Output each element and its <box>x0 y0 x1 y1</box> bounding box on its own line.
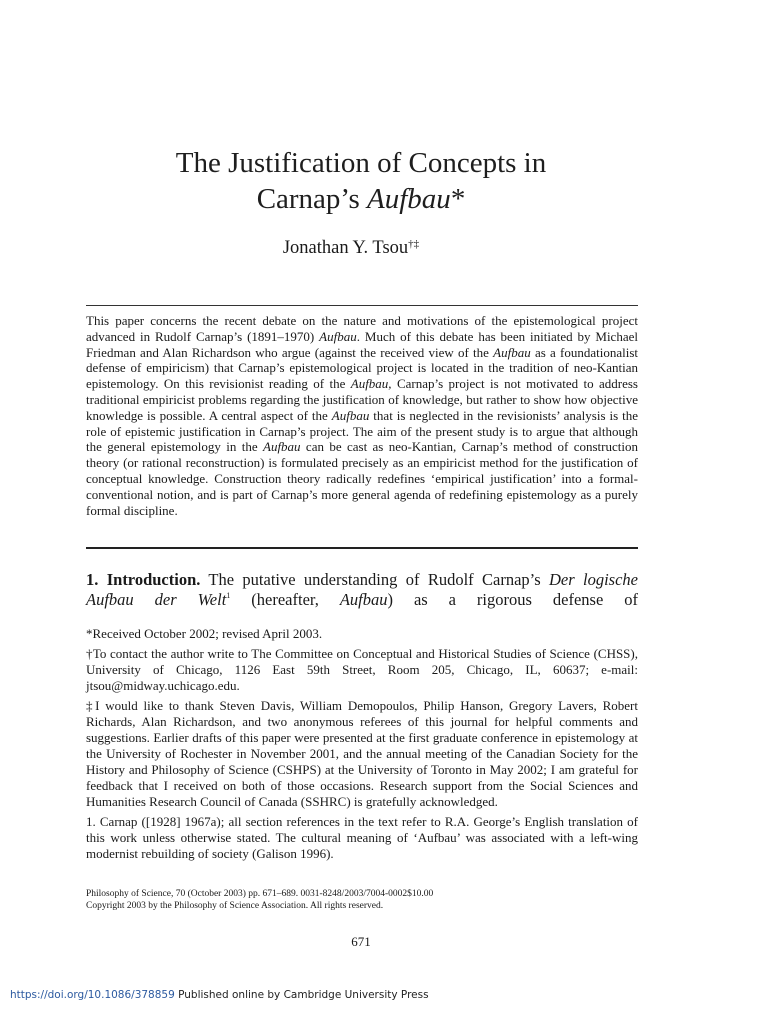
footnote-contact: †To contact the author write to The Committee on Conceptual and Historical Studies of Science (CHSS), University of Chicago, 1126 East 59th Street, Room 205, Chicago, IL, 60637; e-mail: jtsou@midway.uchicago.edu. <box>86 646 638 693</box>
copyright-notice: Copyright 2003 by the Philosophy of Science Association. All rights reserved. <box>86 901 384 911</box>
abstract-italic: Aufbau <box>493 344 531 360</box>
abstract-italic: Aufbau, <box>350 376 392 392</box>
title-line-2 <box>0 181 722 217</box>
page-number: 671 <box>351 934 371 949</box>
introduction-section <box>86 570 638 610</box>
abstract-text: Carnap’s project is not motivated to address traditional empiricist problems regarding the justification of knowledge, but rather to show how objective knowledge is possible. A central aspect of the <box>86 376 638 423</box>
publisher-note: Published online by Cambridge University Press <box>174 989 429 1001</box>
intro-text: The putative understanding of Rudolf Carnap’s <box>200 570 549 589</box>
footnote-ref-1[interactable]: 1 <box>226 591 231 600</box>
article-title <box>0 145 722 217</box>
introduction-paragraph <box>86 570 638 610</box>
author-byline <box>0 236 702 260</box>
abstract-italic: Aufbau <box>263 439 301 455</box>
title-aufbau: Aufbau <box>367 183 451 215</box>
abstract-text: . Much of this debate has been initiated by Michael Friedman and Alan Richardson who argue (against the received view of the <box>86 328 638 360</box>
doi-link[interactable]: https://doi.org/10.1086/378859 <box>10 989 175 1001</box>
intro-italic: Der logische Aufbau der Welt <box>86 570 638 609</box>
abstract-paragraph <box>86 313 638 518</box>
section-heading: 1. Introduction. <box>86 570 201 589</box>
abstract <box>86 313 638 518</box>
abstract-text: can be cast as neo-Kantian, Carnap’s method of construction theory (or rational reconstruction) is formulated precisely as an empiricist method for the justification of conceptual knowledge. Construction theory radically redefines ‘empirical justification’ into a formal-conventional notion, and is part of Carnap’s more general agenda of redefining epistemology as a purely formal discipline. <box>86 439 638 518</box>
footnote-acknowledgments: ‡I would like to thank Steven Davis, William Demopoulos, Philip Hanson, Gregory Lavers, Robert Richards, Alan Richardson, and two anonymous referees of this journal for helpful comments and suggestions. Earlier drafts of this paper were presented at the first graduate conference in epistemology at the University of Rochester in November 2001, and the annual meeting of the Canadian Society for the History and Philosophy of Science (CSHPS) at the University of Toronto in May 2002; I am grateful for feedback that I received on both of those occasions. Research support from the Social Sciences and Humanities Research Council of Canada (SSHRC) is gratefully acknowledged. <box>86 698 638 809</box>
title-asterisk: * <box>450 183 466 215</box>
abstract-top-rule <box>86 305 638 306</box>
journal-info <box>86 888 646 912</box>
author-footnote-marks: †‡ <box>408 238 420 250</box>
intro-text: (hereafter, <box>230 590 340 609</box>
abstract-text: that is neglected in the revisionists’ analysis is the role of epistemic justification in Carnap’s project. The aim of the present study is to argue that although the general epistemology in the <box>86 407 638 455</box>
author-name: Jonathan Y. Tsou <box>282 238 409 258</box>
abstract-bottom-rule <box>86 547 638 549</box>
footnote-received: *Received October 2002; revised April 2003. <box>86 626 323 641</box>
journal-citation: Philosophy of Science, 70 (October 2003) pp. 671–689. 0031-8248/2003/7004-0002$10.00 <box>86 889 434 899</box>
title-line-1: The Justification of Concepts in <box>175 147 547 179</box>
intro-italic: Aufbau <box>339 590 388 609</box>
abstract-italic: Aufbau <box>331 407 370 423</box>
abstract-text: This paper concerns the recent debate on the nature and motivations of the epistemological project advanced in Rudolf Carnap’s (1891–1970) <box>86 313 638 344</box>
footnote-1: 1. Carnap ([1928] 1967a); all section references in the text refer to R.A. George’s English translation of this work unless otherwise stated. The cultural meaning of ‘Aufbau’ was associated with a left-wing modernist rebuilding of society (Galison 1996). <box>86 814 638 861</box>
intro-text: ) as a rigorous defense of <box>387 590 638 609</box>
abstract-text: as a foundationalist defense of empiricism) that Carnap’s epistemological project is located in the tradition of neo-Kantian epistemology. On this revisionist reading of the <box>86 344 638 392</box>
doi-footer <box>10 989 429 1001</box>
footnotes <box>86 626 638 866</box>
title-line-2-prefix: Carnap’s <box>256 183 368 215</box>
abstract-italic: Aufbau <box>319 328 357 344</box>
